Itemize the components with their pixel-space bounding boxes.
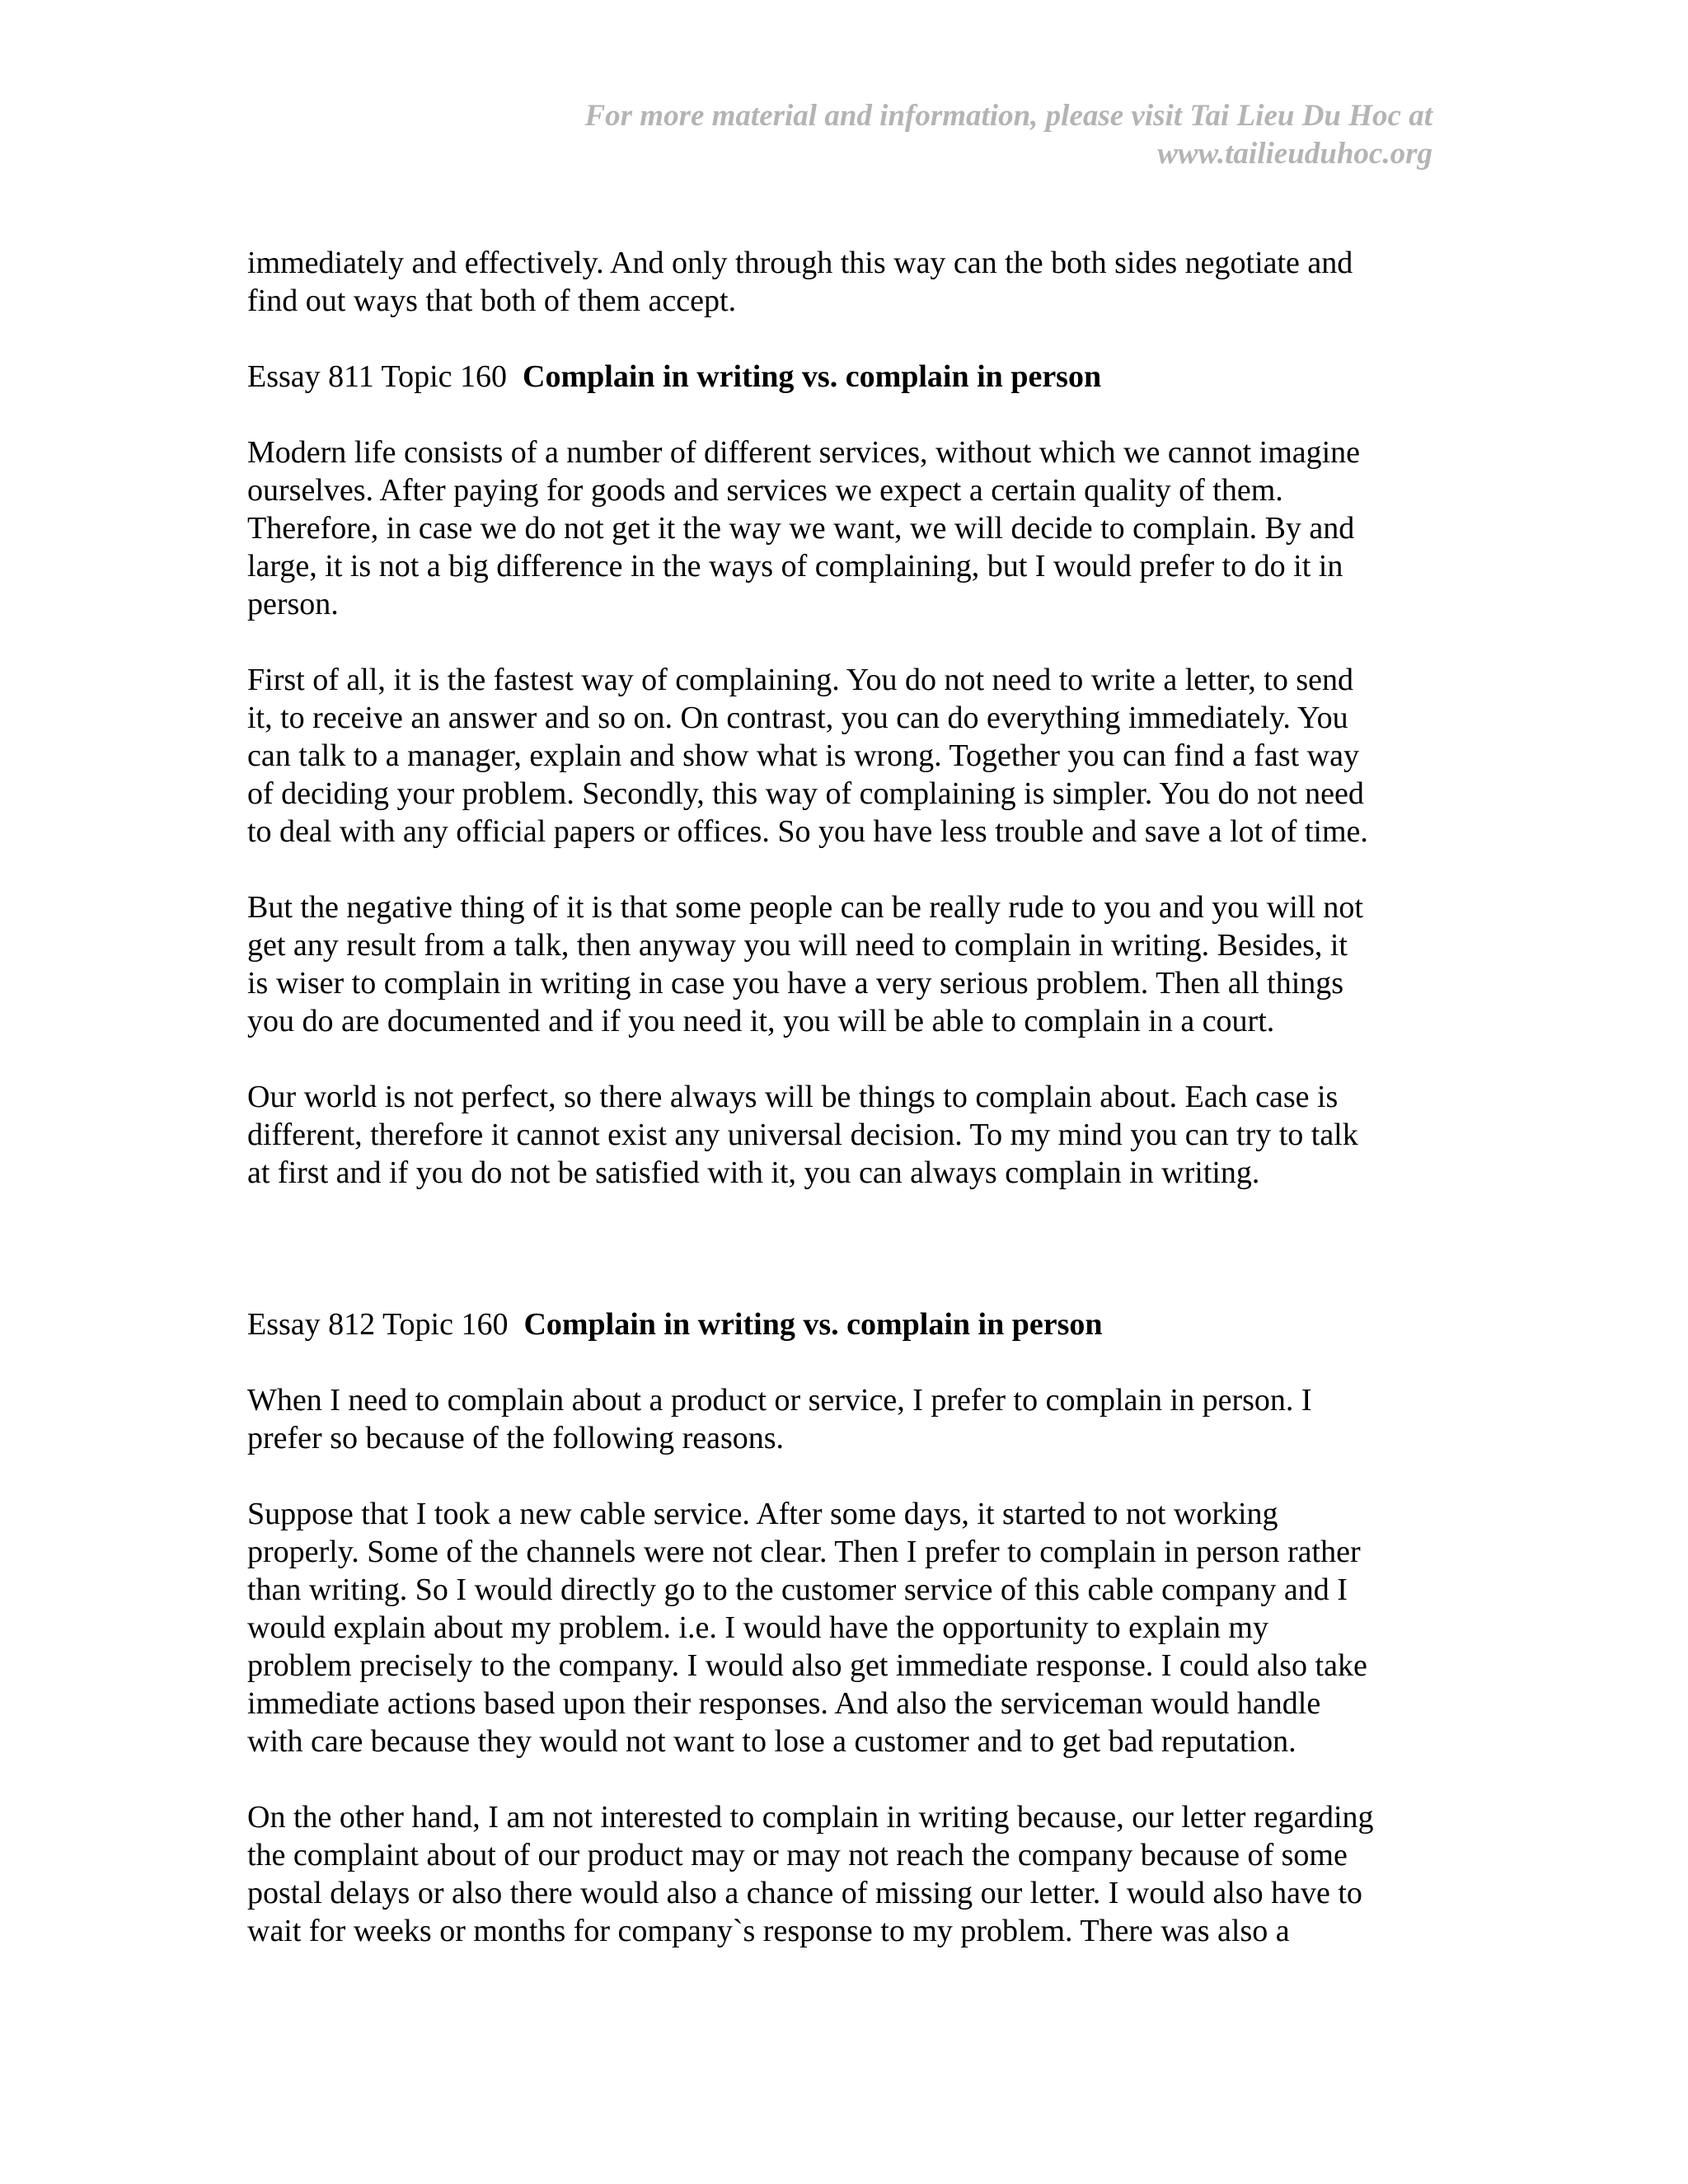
text-line: First of all, it is the fastest way of complaining. You do not need to write a letter, to send xyxy=(247,663,1353,697)
text-line: Our world is not perfect, so there always will be things to complain about. Each case is xyxy=(247,1080,1339,1114)
text-line: is wiser to complain in writing in case you have a very serious problem. Then all things xyxy=(247,966,1344,1001)
essay-812-paragraph-3 xyxy=(247,1798,1442,1950)
text-line: postal delays or also there would also a chance of missing our letter. I would also have to xyxy=(247,1876,1362,1910)
essay-812-paragraph-2 xyxy=(247,1495,1442,1760)
text-line: to deal with any official papers or offices. So you have less trouble and save a lot of time. xyxy=(247,814,1368,849)
text-line: person. xyxy=(247,587,339,621)
text-line: prefer so because of the following reasons. xyxy=(247,1421,785,1455)
text-line: than writing. So I would directly go to the customer service of this cable company and I xyxy=(247,1572,1348,1607)
text-line: would explain about my problem. i.e. I would have the opportunity to explain my xyxy=(247,1610,1268,1645)
header-line-1: For more material and information, please visit Tai Lieu Du Hoc at xyxy=(584,99,1432,133)
text-line: On the other hand, I am not interested to complain in writing because, our letter regarding xyxy=(247,1800,1374,1835)
essay-811-heading xyxy=(247,358,1442,396)
text-line: But the negative thing of it is that some people can be really rude to you and you will not xyxy=(247,890,1363,925)
essay-812-heading xyxy=(247,1305,1442,1343)
essay-812-label: Essay 812 Topic 160 xyxy=(247,1307,524,1342)
text-line: problem precisely to the company. I would also get immediate response. I could also take xyxy=(247,1648,1367,1683)
text-line: find out ways that both of them accept. xyxy=(247,284,737,318)
text-line: immediate actions based upon their responses. And also the serviceman would handle xyxy=(247,1686,1321,1721)
text-line: Modern life consists of a number of different services, without which we cannot imagine xyxy=(247,435,1361,470)
essay-811-title: Complain in writing vs. complain in person xyxy=(523,359,1102,394)
essay-811-paragraph-2 xyxy=(247,661,1442,851)
text-line: of deciding your problem. Secondly, this way of complaining is simpler. You do not need xyxy=(247,776,1364,811)
essay-811-paragraph-4 xyxy=(247,1078,1442,1192)
text-line: get any result from a talk, then anyway you will need to complain in writing. Besides, it xyxy=(247,928,1348,963)
text-line: ourselves. After paying for goods and services we expect a certain quality of them. xyxy=(247,473,1283,508)
text-line: properly. Some of the channels were not clear. Then I prefer to complain in person rather xyxy=(247,1535,1361,1569)
text-line: at first and if you do not be satisfied with it, you can always complain in writing. xyxy=(247,1155,1260,1190)
text-line: Therefore, in case we do not get it the way we want, we will decide to complain. By and xyxy=(247,511,1355,546)
text-line: wait for weeks or months for company`s response to my problem. There was also a xyxy=(247,1914,1290,1948)
intro-paragraph xyxy=(247,244,1442,320)
section-spacer xyxy=(247,1230,1442,1305)
header-line-2: www.tailieuduhoc.org xyxy=(1157,137,1432,171)
text-line: large, it is not a big difference in the ways of complaining, but I would prefer to do it in xyxy=(247,549,1343,583)
document-body xyxy=(247,244,1442,1988)
text-line: you do are documented and if you need it, you will be able to complain in a court. xyxy=(247,1004,1275,1038)
text-line: different, therefore it cannot exist any universal decision. To my mind you can try to talk xyxy=(247,1118,1358,1152)
text-line: can talk to a manager, explain and show what is wrong. Together you can find a fast way xyxy=(247,738,1359,773)
page-header xyxy=(584,97,1432,173)
essay-811-paragraph-1 xyxy=(247,434,1442,623)
text-line: it, to receive an answer and so on. On contrast, you can do everything immediately. You xyxy=(247,701,1348,735)
text-line: immediately and effectively. And only through this way can the both sides negotiate and xyxy=(247,246,1353,280)
essay-812-paragraph-1 xyxy=(247,1381,1442,1457)
text-line: with care because they would not want to lose a customer and to get bad reputation. xyxy=(247,1724,1296,1759)
essay-812-title: Complain in writing vs. complain in person xyxy=(523,1307,1103,1342)
essay-811-label: Essay 811 Topic 160 xyxy=(247,359,523,394)
text-line: Suppose that I took a new cable service. After some days, it started to not working xyxy=(247,1497,1278,1531)
text-line: When I need to complain about a product or service, I prefer to complain in person. I xyxy=(247,1383,1312,1418)
text-line: the complaint about of our product may or may not reach the company because of some xyxy=(247,1838,1348,1872)
essay-811-paragraph-3 xyxy=(247,888,1442,1040)
